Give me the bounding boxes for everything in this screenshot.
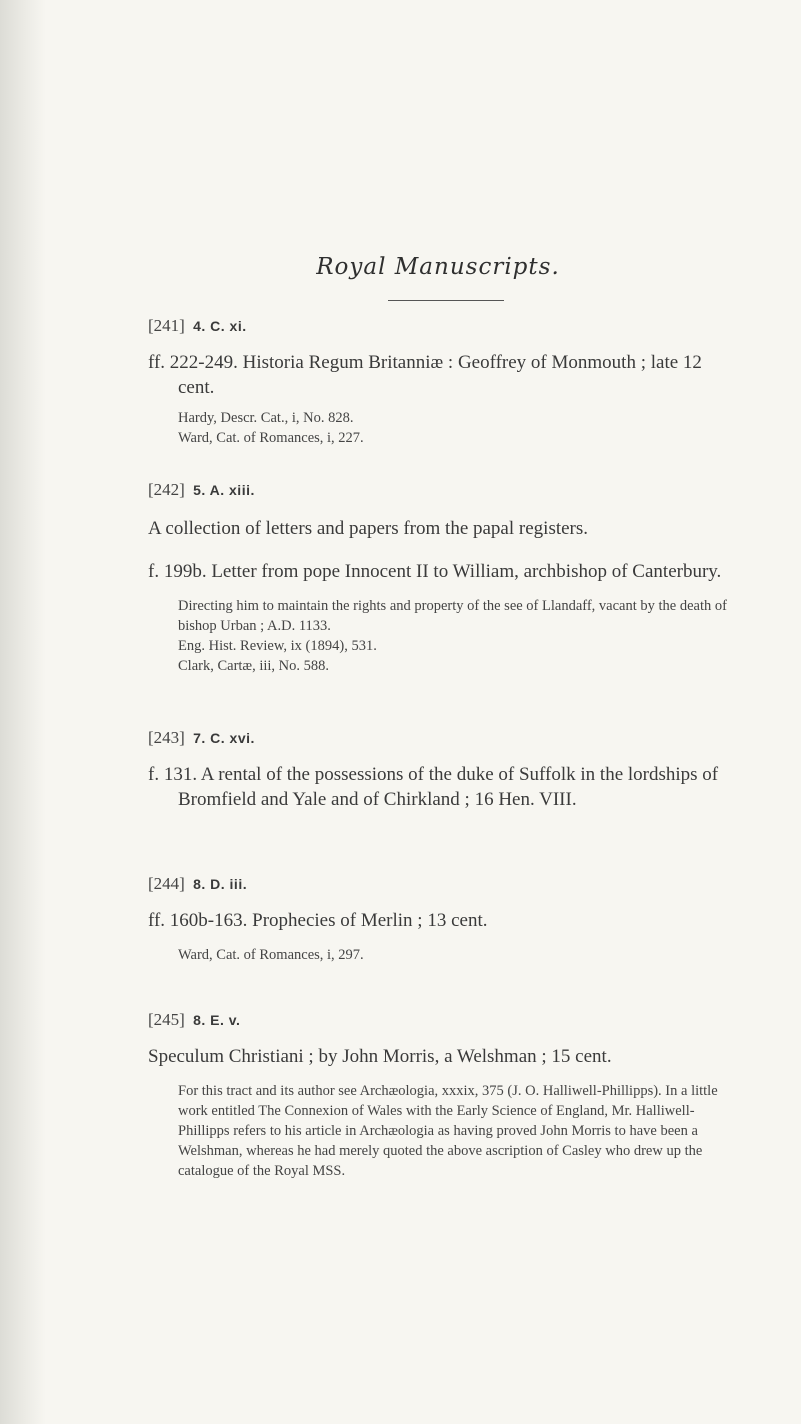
shelf-mark	[148, 872, 728, 896]
entry-244	[148, 872, 728, 965]
entry-notes	[178, 1081, 728, 1181]
header-rule	[388, 300, 504, 301]
entry-number: [241]	[148, 316, 185, 335]
shelf-mark	[148, 478, 728, 502]
shelf-mark	[148, 726, 728, 750]
entry-number: [242]	[148, 480, 185, 499]
note-line: Ward, Cat. of Romances, i, 297.	[178, 947, 364, 963]
note-line: Ward, Cat. of Romances, i, 227.	[178, 430, 364, 446]
entry-notes	[178, 408, 728, 448]
press-mark: 8. D. iii.	[193, 876, 248, 892]
entry-notes	[178, 596, 728, 676]
note-line: Hardy, Descr. Cat., i, No. 828.	[178, 410, 354, 426]
entry-text: f. 131. A rental of the possessions of the duke of Suffolk in the lordships of Bromfield and Yale and of Chirkland ; 16 Hen. VIII.	[148, 764, 719, 810]
press-mark: 4. C. xi.	[193, 318, 247, 334]
press-mark: 8. E. v.	[193, 1012, 241, 1028]
shelf-mark	[148, 1008, 728, 1032]
entry-text: Speculum Christiani ; by John Morris, a Welshman ; 15 cent.	[148, 1046, 612, 1067]
note-line: Clark, Cartæ, iii, No. 588.	[178, 658, 330, 674]
entry-text: ff. 160b-163. Prophecies of Merlin ; 13 cent.	[148, 910, 488, 931]
entry-text: ff. 222-249. Historia Regum Britanniæ : Geoffrey of Monmouth ; late 12 cent.	[148, 352, 702, 398]
entry-number: [245]	[148, 1010, 185, 1029]
entry-242	[148, 478, 728, 676]
entry-241	[148, 314, 728, 448]
entry-intro: A collection of letters and papers from the papal registers.	[148, 518, 589, 539]
press-mark: 7. C. xvi.	[193, 730, 255, 746]
entry-245	[148, 1008, 728, 1181]
note-paragraph: For this tract and its author see Archæologia, xxxix, 375 (J. O. Halliwell-Phillipps). In a little work entitled The Connexion of Wales with the Early Science of England, Mr. Halliwell-Phillipps refers to his article in Archæologia as having proved John Morris to have been a Welshman, whereas he had merely quoted the above ascription of Casley who drew up the catalogue of the Royal MSS.	[178, 1083, 718, 1179]
press-mark: 5. A. xiii.	[193, 482, 255, 498]
entry-number: [243]	[148, 728, 185, 747]
note-line: Directing him to maintain the rights and property of the see of Llandaff, vacant by the death of bishop Urban ; A.D. 1133.	[178, 598, 727, 634]
entry-number: [244]	[148, 874, 185, 893]
page-gutter-shadow	[0, 0, 46, 1424]
entry-text: f. 199b. Letter from pope Innocent II to William, archbishop of Canterbury.	[148, 561, 722, 582]
running-head: Royal Manuscripts.	[316, 254, 560, 280]
entry-notes	[178, 945, 728, 965]
shelf-mark	[148, 314, 728, 338]
note-line: Eng. Hist. Review, ix (1894), 531.	[178, 638, 377, 654]
entry-243	[148, 726, 728, 812]
